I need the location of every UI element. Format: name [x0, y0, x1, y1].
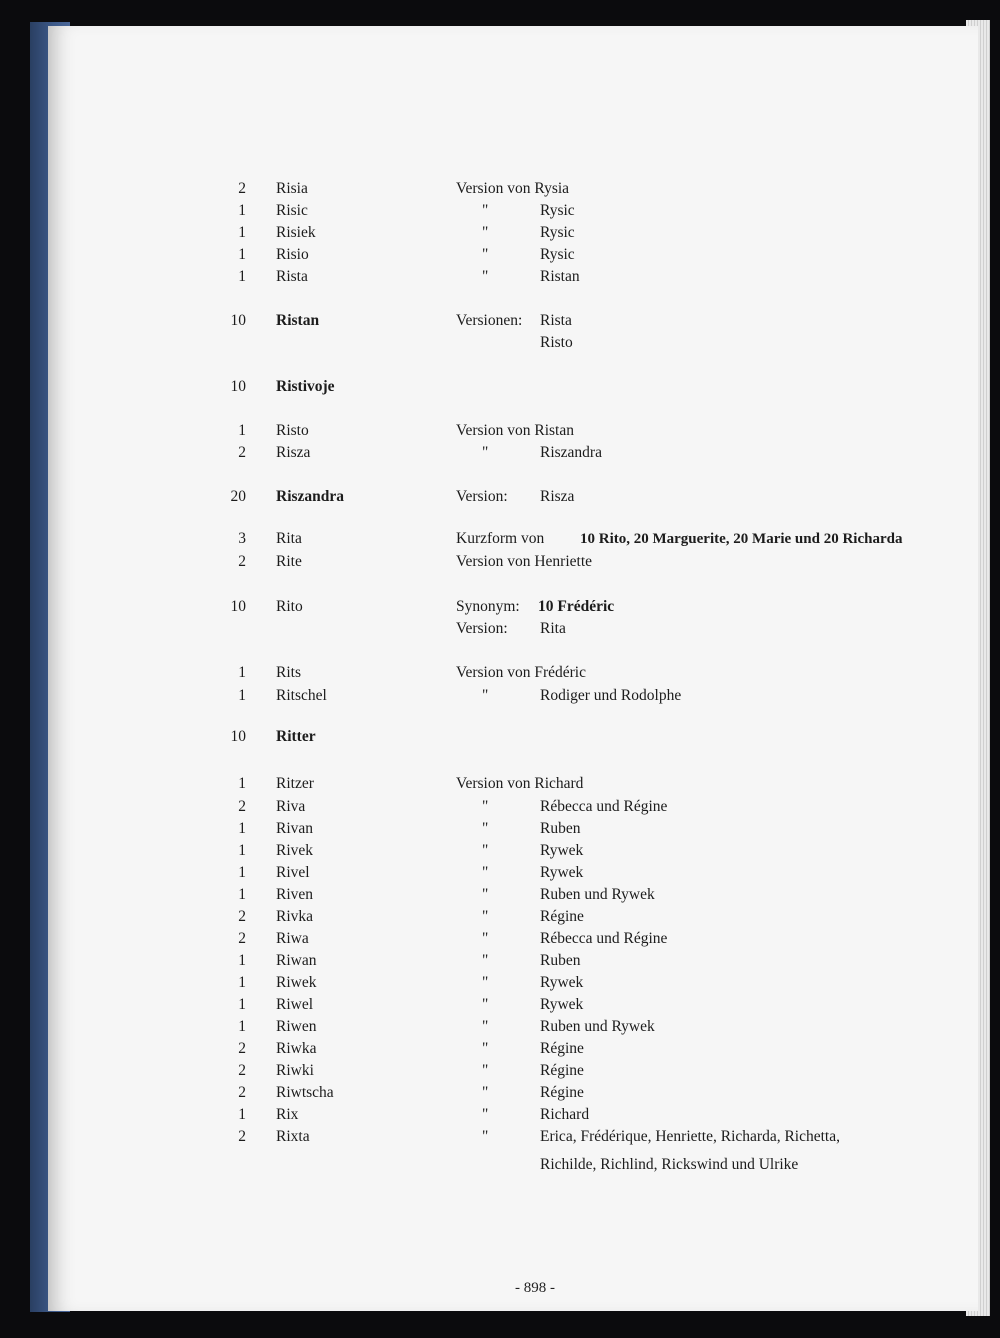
entry-relation: Version von Richard — [456, 775, 584, 792]
entry-reference: Riszandra — [540, 444, 602, 461]
ditto-mark: " — [482, 202, 489, 219]
entry-name: Ristivoje — [276, 378, 335, 395]
entry-count: 2 — [238, 553, 246, 570]
entry-name: Rix — [276, 1106, 299, 1123]
ditto-mark: " — [482, 952, 489, 969]
entry-reference: Rysic — [540, 224, 575, 241]
entry-reference: 10 Frédéric — [538, 598, 615, 615]
entry-name: Rixta — [276, 1128, 310, 1145]
entry-count: 2 — [238, 908, 246, 925]
ditto-mark: " — [482, 1040, 489, 1057]
entry-relation: Version von Ristan — [456, 422, 574, 439]
entry-name: Risia — [276, 180, 308, 197]
entry-name: Riwen — [276, 1018, 317, 1035]
entry-name: Rita — [276, 530, 302, 547]
entry-name: Ristan — [276, 312, 320, 329]
entry-reference: Régine — [540, 908, 584, 925]
entry-count: 1 — [238, 268, 246, 285]
entry-count: 1 — [238, 886, 246, 903]
ditto-mark: " — [482, 1106, 489, 1123]
entry-name: Riva — [276, 798, 306, 815]
list-item — [0, 862, 1000, 884]
entry-reference: Ristan — [540, 268, 580, 285]
entry-reference: Risto — [540, 334, 573, 351]
list-item — [0, 486, 1000, 508]
entry-reference: Ruben und Rywek — [540, 886, 655, 903]
list-item — [0, 551, 1000, 573]
entry-count: 2 — [238, 1040, 246, 1057]
list-item — [0, 1016, 1000, 1038]
entry-reference: Richilde, Richlind, Rickswind und Ulrike — [540, 1156, 799, 1173]
entry-name: Riwa — [276, 930, 309, 947]
ditto-mark: " — [482, 908, 489, 925]
ditto-mark: " — [482, 864, 489, 881]
ditto-mark: " — [482, 1062, 489, 1079]
ditto-mark: " — [482, 1128, 489, 1145]
entry-count: 2 — [238, 1128, 246, 1145]
entry-count: 20 — [230, 488, 246, 505]
list-item — [0, 1154, 1000, 1176]
entry-count: 1 — [238, 422, 246, 439]
entry-name: Risio — [276, 246, 309, 263]
ditto-mark: " — [482, 996, 489, 1013]
list-item — [0, 244, 1000, 266]
entry-name: Riwel — [276, 996, 314, 1013]
list-item — [0, 840, 1000, 862]
entry-reference: Ruben — [540, 952, 581, 969]
ditto-mark: " — [482, 1084, 489, 1101]
entry-count: 1 — [238, 820, 246, 837]
entry-count: 10 — [230, 728, 246, 745]
ditto-mark: " — [482, 687, 489, 704]
entry-relation: Version: — [456, 488, 508, 505]
ditto-mark: " — [482, 224, 489, 241]
entry-relation: Version: — [456, 620, 508, 637]
entry-name: Rits — [276, 664, 301, 681]
list-item — [0, 972, 1000, 994]
list-item — [0, 1082, 1000, 1104]
entry-count: 1 — [238, 664, 246, 681]
entry-name: Risiek — [276, 224, 316, 241]
entry-reference: Rysic — [540, 202, 575, 219]
entry-reference: Rébecca und Régine — [540, 798, 668, 815]
list-item — [0, 928, 1000, 950]
list-item — [0, 420, 1000, 442]
entry-count: 1 — [238, 952, 246, 969]
entry-relation: Version von Rysia — [456, 180, 570, 197]
entry-count: 1 — [238, 775, 246, 792]
entry-name: Rivel — [276, 864, 310, 881]
entry-relation: Kurzform von — [456, 530, 545, 547]
entry-count: 2 — [238, 1062, 246, 1079]
list-item — [0, 773, 1000, 795]
list-item — [0, 442, 1000, 464]
entry-count: 2 — [238, 444, 246, 461]
entry-reference: Rista — [540, 312, 572, 329]
entry-name: Riwki — [276, 1062, 314, 1079]
list-item — [0, 332, 1000, 354]
entry-reference: Régine — [540, 1040, 584, 1057]
entry-reference: Régine — [540, 1084, 584, 1101]
entry-count: 1 — [238, 864, 246, 881]
entry-name: Riven — [276, 886, 314, 903]
entry-reference: Rywek — [540, 996, 584, 1013]
list-item — [0, 994, 1000, 1016]
list-item — [0, 1104, 1000, 1126]
entry-relation: Versionen: — [456, 312, 523, 329]
list-item — [0, 1126, 1000, 1148]
list-item — [0, 618, 1000, 640]
entry-name: Rivek — [276, 842, 314, 859]
ditto-mark: " — [482, 974, 489, 991]
entry-reference: Rywek — [540, 842, 584, 859]
entry-count: 1 — [238, 842, 246, 859]
entry-reference: Rébecca und Régine — [540, 930, 668, 947]
entry-name: Rite — [276, 553, 302, 570]
entry-name: Riwtscha — [276, 1084, 334, 1101]
list-item — [0, 200, 1000, 222]
entry-reference: Risza — [540, 488, 575, 505]
entry-reference: Erica, Frédérique, Henriette, Richarda, Richetta, — [540, 1128, 840, 1145]
entry-reference: Rita — [540, 620, 566, 637]
entry-count: 10 — [230, 598, 246, 615]
entry-name: Ritschel — [276, 687, 327, 704]
list-item — [0, 796, 1000, 818]
entry-reference: Rodiger und Rodolphe — [540, 687, 682, 704]
entry-relation: Synonym: — [456, 598, 520, 615]
entry-count: 2 — [238, 1084, 246, 1101]
entry-count: 1 — [238, 687, 246, 704]
entry-name: Risza — [276, 444, 311, 461]
ditto-mark: " — [482, 246, 489, 263]
ditto-mark: " — [482, 930, 489, 947]
entry-name: Rito — [276, 598, 303, 615]
entry-name: Ritter — [276, 728, 316, 745]
entry-relation: Version von Frédéric — [456, 664, 586, 681]
entry-name: Rista — [276, 268, 308, 285]
entry-name: Riwek — [276, 974, 317, 991]
entry-count: 10 — [230, 378, 246, 395]
ditto-mark: " — [482, 1018, 489, 1035]
entry-reference: Rysic — [540, 246, 575, 263]
entry-count: 1 — [238, 224, 246, 241]
entry-reference: Richard — [540, 1106, 590, 1123]
entry-name: Ritzer — [276, 775, 314, 792]
entry-count: 10 — [230, 312, 246, 329]
entry-count: 1 — [238, 246, 246, 263]
list-item — [0, 685, 1000, 707]
list-item — [0, 528, 1000, 550]
list-item — [0, 662, 1000, 684]
list-item — [0, 818, 1000, 840]
entry-reference: Ruben und Rywek — [540, 1018, 655, 1035]
list-item — [0, 376, 1000, 398]
ditto-mark: " — [482, 820, 489, 837]
ditto-mark: " — [482, 842, 489, 859]
list-item — [0, 266, 1000, 288]
entry-relation: Version von Henriette — [456, 553, 593, 570]
list-item — [0, 310, 1000, 332]
list-item — [0, 726, 1000, 748]
entry-count: 1 — [238, 1018, 246, 1035]
entry-count: 1 — [238, 974, 246, 991]
list-item — [0, 884, 1000, 906]
ditto-mark: " — [482, 886, 489, 903]
entry-reference: 10 Rito, 20 Marguerite, 20 Marie und 20 Richarda — [580, 531, 903, 547]
entry-count: 2 — [238, 180, 246, 197]
entry-name: Risic — [276, 202, 308, 219]
ditto-mark: " — [482, 798, 489, 815]
entry-count: 1 — [238, 202, 246, 219]
entry-count: 2 — [238, 798, 246, 815]
entry-name: Risto — [276, 422, 309, 439]
list-item — [0, 906, 1000, 928]
entry-count: 2 — [238, 930, 246, 947]
list-item — [0, 596, 1000, 618]
page-number: - 898 - — [515, 1280, 555, 1296]
list-item — [0, 950, 1000, 972]
entry-reference: Rywek — [540, 864, 584, 881]
entry-count: 1 — [238, 1106, 246, 1123]
entry-name: Riwka — [276, 1040, 317, 1057]
entry-count: 1 — [238, 996, 246, 1013]
entry-name: Riszandra — [276, 488, 345, 505]
ditto-mark: " — [482, 444, 489, 461]
entry-reference: Régine — [540, 1062, 584, 1079]
entry-name: Riwan — [276, 952, 317, 969]
list-item — [0, 1060, 1000, 1082]
entry-name: Rivan — [276, 820, 314, 837]
entry-reference: Ruben — [540, 820, 581, 837]
list-item — [0, 178, 1000, 200]
list-item — [0, 222, 1000, 244]
entry-count: 3 — [238, 530, 246, 547]
entry-reference: Rywek — [540, 974, 584, 991]
list-item — [0, 1038, 1000, 1060]
entry-name: Rivka — [276, 908, 314, 925]
ditto-mark: " — [482, 268, 489, 285]
